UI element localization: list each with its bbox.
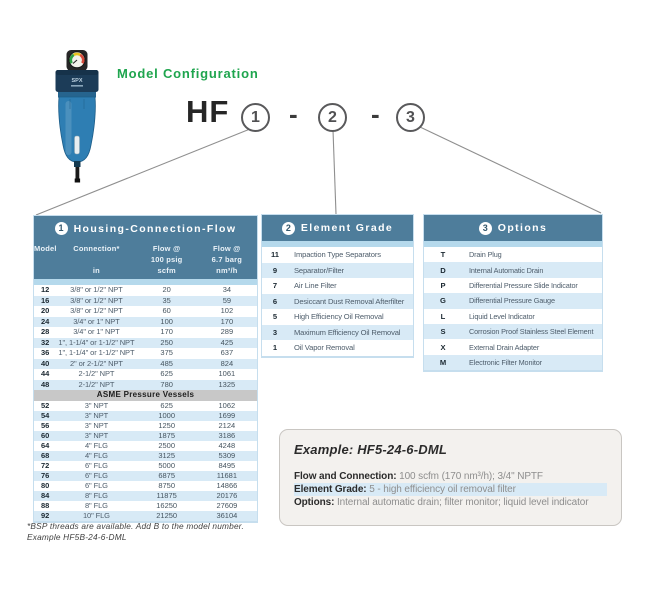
model-cell: 72 [40, 460, 50, 470]
flow-scfm-cell: 625 [160, 400, 173, 410]
filter-cap [56, 70, 99, 92]
grade-code-cell: 11 [270, 250, 280, 260]
connection-cell: 3" NPT [84, 400, 109, 410]
flow-nm3h-cell: 20176 [216, 490, 238, 500]
flow-scfm-cell: 625 [160, 369, 173, 378]
grade-label-cell: Oil Vapor Removal [294, 343, 355, 353]
flow-nm3h-cell: 2124 [218, 420, 236, 430]
flow-scfm-cell: 485 [160, 358, 173, 368]
connection-cell: 3" NPT [84, 410, 109, 420]
flow-nm3h-cell: 1061 [218, 369, 236, 378]
footnote [27, 521, 244, 542]
connection-cell: 6" FLG [84, 470, 108, 480]
table-row [34, 359, 257, 370]
table-row [34, 511, 257, 521]
connection-cell: 8" FLG [84, 500, 108, 510]
flow-scfm-cell: 375 [160, 348, 173, 357]
connection-cell: 3/4" or 1" NPT [73, 316, 120, 326]
table-row [34, 431, 257, 441]
grade-label-cell: Separator/Filter [294, 265, 344, 275]
flow-nm3h-cell: 1062 [218, 400, 236, 410]
table-3-title: Options [497, 222, 548, 234]
table-row [34, 451, 257, 461]
table-row [34, 471, 257, 481]
position-2-badge: 2 [318, 103, 347, 132]
options-rows [424, 247, 602, 370]
grade-label-cell: Desiccant Dust Removal Afterfilter [294, 296, 405, 306]
option-label-cell: Electronic Filter Monitor [469, 357, 542, 367]
grade-label-cell: Maximum Efficiency Oil Removal [294, 327, 401, 337]
element-grade-rows [262, 247, 413, 356]
connection-cell: 4" FLG [84, 450, 108, 460]
connection-cell: 6" FLG [84, 460, 108, 470]
option-code-cell: L [440, 311, 446, 321]
standard-rows [34, 285, 257, 390]
flow-scfm-cell: 100 [160, 316, 173, 326]
grade-label-cell: Impaction Type Separators [294, 250, 381, 260]
table-2-number-badge: 2 [282, 222, 295, 235]
table-row [34, 317, 257, 328]
column-header-flow-barg: Flow @ 6.7 barg nm³/h [211, 244, 243, 275]
table-1-column-headers [34, 241, 257, 279]
model-cell: 84 [40, 490, 50, 500]
grade-code-cell: 6 [272, 296, 278, 306]
table-row [34, 501, 257, 511]
flow-nm3h-cell: 637 [220, 348, 234, 357]
table-row [424, 339, 602, 354]
connection-cell: 3" NPT [84, 430, 109, 440]
table-row [424, 324, 602, 339]
table-row [424, 247, 602, 262]
flow-scfm-cell: 60 [162, 306, 171, 315]
connection-cell: 2-1/2" NPT [78, 369, 115, 378]
table-row [34, 411, 257, 421]
page-title: Model Configuration [117, 66, 259, 81]
model-cell: 80 [40, 480, 50, 490]
model-cell: 68 [40, 450, 50, 460]
dash-separator: - [371, 99, 380, 129]
example-line-label: Options: [294, 497, 335, 508]
option-code-cell: S [440, 327, 446, 337]
table-row [34, 369, 257, 380]
model-cell: 40 [40, 358, 50, 368]
table-row [34, 380, 257, 391]
connection-cell: 3/4" or 1" NPT [73, 327, 120, 336]
flow-nm3h-cell: 4248 [218, 440, 236, 450]
table-3-header [424, 215, 602, 241]
table-row [262, 325, 413, 341]
drain-stem [76, 167, 80, 179]
table-row [424, 262, 602, 277]
table-row [424, 278, 602, 293]
table-row [424, 293, 602, 308]
flow-nm3h-cell: 8495 [218, 460, 236, 470]
model-cell: 28 [40, 327, 50, 336]
flow-scfm-cell: 6875 [158, 470, 175, 480]
flow-nm3h-cell: 36104 [216, 510, 238, 520]
table-row [34, 306, 257, 317]
table-row [262, 294, 413, 310]
column-header-model: Model [34, 244, 57, 253]
flow-nm3h-cell: 34 [222, 285, 232, 294]
connection-cell: 1", 1-1/4" or 1-1/2" NPT [58, 337, 135, 347]
example-line-value: 100 scfm (170 nm³/h); 3/4" NPTF [396, 471, 543, 482]
flow-nm3h-cell: 289 [220, 327, 234, 336]
position-1-badge: 1 [241, 103, 270, 132]
connection-cell: 6" FLG [84, 480, 108, 490]
table-row [34, 441, 257, 451]
connection-cell: 3" NPT [84, 420, 109, 430]
grade-code-cell: 7 [272, 281, 278, 291]
flow-nm3h-cell: 1325 [218, 379, 236, 389]
footnote-line-1: *BSP threads are available. Add B to the model number. [27, 521, 244, 531]
model-cell: 56 [40, 420, 50, 430]
table-row [34, 401, 257, 411]
flow-scfm-cell: 1875 [158, 430, 175, 440]
model-cell: 64 [40, 440, 50, 450]
flow-scfm-cell: 170 [160, 327, 173, 336]
column-header-flow-psig: Flow @ 100 psig scfm [150, 244, 183, 275]
table-row [262, 309, 413, 325]
table-1-number-badge: 1 [55, 222, 68, 235]
example-lines [294, 470, 607, 509]
model-cell: 12 [40, 285, 50, 294]
flow-nm3h-cell: 5309 [218, 450, 236, 460]
table-row [262, 278, 413, 294]
example-line-label: Element Grade: [294, 484, 367, 495]
element-grade-table [261, 214, 414, 358]
model-prefix: HF [186, 94, 230, 129]
flow-nm3h-cell: 1699 [218, 410, 236, 420]
flow-scfm-cell: 250 [160, 337, 173, 347]
connection-cell: 1", 1-1/4" or 1-1/2" NPT [58, 348, 135, 357]
flow-scfm-cell: 780 [160, 379, 173, 389]
flow-scfm-cell: 5000 [158, 460, 175, 470]
product-photo [54, 50, 100, 184]
column-header-connection: Connection* in [73, 244, 120, 275]
table-row [424, 309, 602, 324]
example-title: Example: HF5-24-6-DML [294, 442, 448, 457]
flow-scfm-cell: 1250 [158, 420, 175, 430]
flow-scfm-cell: 35 [162, 295, 171, 305]
table-2-title: Element Grade [300, 222, 394, 234]
table-row [34, 285, 257, 296]
flow-nm3h-cell: 14866 [216, 480, 238, 490]
dash-separator: - [289, 99, 298, 129]
grade-code-cell: 1 [272, 343, 278, 353]
flow-scfm-cell: 16250 [156, 500, 178, 510]
option-label-cell: Differential Pressure Gauge [469, 296, 555, 306]
connection-cell: 4" FLG [84, 440, 108, 450]
flow-nm3h-cell: 27609 [216, 500, 238, 510]
example-line [294, 483, 607, 496]
connection-cell: 3/8" or 1/2" NPT [70, 295, 123, 305]
model-cell: 16 [40, 295, 50, 305]
flow-nm3h-cell: 170 [220, 316, 234, 326]
flow-scfm-cell: 20 [162, 285, 171, 294]
flow-scfm-cell: 8750 [158, 480, 175, 490]
model-cell: 32 [40, 337, 50, 347]
flow-scfm-cell: 2500 [158, 440, 175, 450]
table-row [34, 461, 257, 471]
table-3-number-badge: 3 [479, 222, 492, 235]
asme-rows [34, 401, 257, 521]
model-cell: 92 [40, 510, 50, 520]
connection-cell: 2" or 2-1/2" NPT [69, 358, 123, 368]
connection-cell: 3/8" or 1/2" NPT [70, 306, 123, 315]
example-line-value: 5 - high efficiency oil removal filter [366, 484, 516, 495]
table-1-header [34, 216, 257, 241]
table-2-header [262, 215, 413, 241]
position-3-badge: 3 [396, 103, 425, 132]
grade-label-cell: High Efficiency Oil Removal [294, 312, 384, 322]
table-row [262, 340, 413, 356]
flow-nm3h-cell: 59 [222, 295, 232, 305]
flow-nm3h-cell: 102 [220, 306, 234, 315]
model-cell: 24 [40, 316, 50, 326]
footnote-line-2: Example HF5B-24-6-DML [27, 531, 127, 542]
option-label-cell: Drain Plug [469, 250, 502, 260]
option-code-cell: T [440, 250, 446, 260]
option-code-cell: M [439, 357, 447, 367]
grade-code-cell: 5 [272, 312, 278, 322]
example-line [294, 496, 607, 509]
model-cell: 20 [40, 306, 50, 315]
option-code-cell: D [440, 265, 446, 275]
example-line [294, 470, 607, 483]
option-label-cell: Corrosion Proof Stainless Steel Element [469, 327, 594, 337]
connection-cell: 10" FLG [82, 510, 110, 520]
connector-line-2 [333, 130, 336, 214]
table-row [262, 263, 413, 279]
example-box [279, 429, 622, 526]
flow-scfm-cell: 3125 [158, 450, 175, 460]
model-cell: 88 [40, 500, 50, 510]
grade-code-cell: 9 [272, 265, 278, 275]
table-row [34, 481, 257, 491]
example-line-label: Flow and Connection: [294, 471, 397, 482]
option-label-cell: Differential Pressure Slide Indicator [469, 280, 578, 290]
connection-cell: 8" FLG [84, 490, 108, 500]
option-code-cell: G [440, 296, 446, 306]
pressure-gauge-icon [67, 50, 88, 71]
table-row [34, 296, 257, 307]
table-row [34, 348, 257, 359]
options-table [423, 214, 603, 372]
example-line-value: Internal automatic drain; filter monitor; liquid level indicator [334, 497, 589, 508]
option-code-cell: P [440, 280, 446, 290]
flow-nm3h-cell: 824 [220, 358, 234, 368]
filter-bowl [58, 92, 96, 183]
flow-nm3h-cell: 3186 [218, 430, 236, 440]
table-row [34, 491, 257, 501]
table-1-title: Housing-Connection-Flow [73, 222, 237, 235]
table-row [34, 338, 257, 349]
brand-label: SPX [71, 78, 83, 84]
flow-scfm-cell: 21250 [156, 510, 178, 520]
flow-scfm-cell: 11875 [156, 490, 177, 500]
option-label-cell: Internal Automatic Drain [469, 265, 544, 275]
model-cell: 36 [40, 348, 50, 357]
table-row [262, 247, 413, 263]
asme-section-header: ASME Pressure Vessels [34, 390, 257, 401]
option-code-cell: X [440, 342, 446, 352]
option-label-cell: External Drain Adapter [469, 342, 540, 352]
model-cell: 52 [40, 400, 50, 410]
grade-code-cell: 3 [272, 327, 278, 337]
sight-glass [75, 136, 80, 154]
model-cell: 48 [40, 379, 50, 389]
grade-label-cell: Air Line Filter [294, 281, 337, 291]
connector-line-3 [420, 127, 601, 213]
flow-nm3h-cell: 11681 [216, 470, 238, 480]
connection-cell: 2-1/2" NPT [78, 379, 115, 389]
housing-connection-flow-table [33, 215, 258, 523]
table-row [34, 327, 257, 338]
table-row [424, 355, 602, 370]
model-cell: 60 [40, 430, 50, 440]
model-cell: 54 [40, 410, 50, 420]
flow-scfm-cell: 1000 [158, 410, 175, 420]
connection-cell: 3/8" or 1/2" NPT [70, 285, 123, 294]
model-cell: 44 [40, 369, 50, 378]
option-label-cell: Liquid Level Indicator [469, 311, 535, 321]
model-cell: 76 [40, 470, 50, 480]
table-row [34, 421, 257, 431]
flow-nm3h-cell: 425 [220, 337, 234, 347]
